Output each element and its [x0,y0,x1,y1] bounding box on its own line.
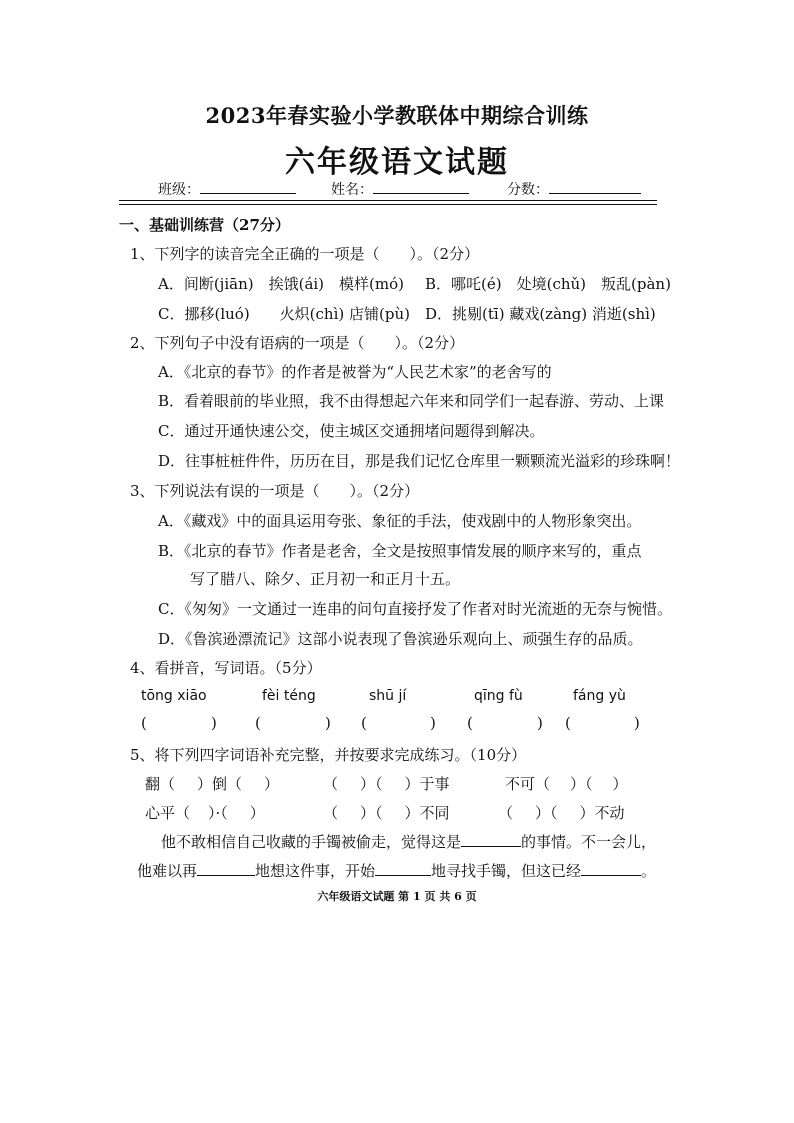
idiom-4[interactable] [145,802,265,823]
paren-open: ( [255,714,261,732]
exam-title: 2023年春实验小学教联体中期综合训练 [205,103,589,128]
header-rule-bottom [119,204,657,205]
paren-open: ( [467,714,473,732]
idiom-text: ） [249,804,265,822]
idiom-text: ）（ [535,804,558,822]
q2-option-c[interactable]: C．通过开通快速公交，使主城区交通拥堵问题得到解决。 [158,422,545,440]
paren-close: ) [211,714,217,732]
paren-close: ) [537,714,543,732]
passage-text: 他不敢相信自己收藏的手镯被偷走，觉得这是 [161,833,462,851]
name-field [331,179,469,199]
pinyin-4: qīng fù [474,688,523,704]
q2-option-a[interactable]: A．《北京的春节》的作者是被誉为“人民艺术家”的老舍写的 [158,363,552,381]
paren-open: ( [361,714,367,732]
paren-open: ( [141,714,147,732]
idiom-text: ）（ [570,775,593,793]
paren-close: ) [430,714,436,732]
q2-option-b[interactable]: B．看着眼前的毕业照，我不由得想起六年来和同学们一起春游、劳动、上课 [158,392,665,410]
idiom-text: ）于事 [404,775,450,793]
idiom-text: 心平（ [145,804,191,822]
q3-option-d[interactable]: D．《鲁滨逊漂流记》这部小说表现了鲁滨逊乐观向上、顽强生存的品质。 [158,630,643,648]
class-label: 班级： [158,182,200,198]
idiom-text: ）（ [360,775,383,793]
idiom-3[interactable] [505,773,628,794]
q4-stem: 4、看拼音，写词语。（5分） [130,659,322,677]
page-footer: 六年级语文试题 第 1 页 共 6 页 [317,890,477,903]
passage-text: 的事情。不一会儿， [521,833,657,851]
q3-option-a[interactable]: A．《藏戏》中的面具运用夸张、象征的手法，使戏剧中的人物形象突出。 [158,512,642,530]
q1-option-a[interactable]: A．间断(jiān) 挨饿(ái) 模样(mó) [158,275,404,293]
fill-blank-1[interactable] [461,832,521,847]
q1-option-c[interactable]: C．挪移(luó) 火炽(chì) 店铺(pù) [158,305,410,323]
idiom-text: ）不同 [404,804,450,822]
q5-stem: 5、将下列四字词语补充完整，并按要求完成练习。（10分） [130,746,527,764]
idiom-text: ）（ [360,804,383,822]
class-field [158,179,296,199]
idiom-text: ）不动 [579,804,625,822]
passage-text: 地寻找手镯，但这已经 [431,862,582,880]
paren-close: ) [325,714,331,732]
paren-close: ) [634,714,640,732]
q2-stem: 2、下列句子中没有语病的一项是（ ）。（2分） [130,334,465,352]
passage-text: 。 [641,862,657,880]
passage-text: 地想这件事，开始 [255,862,376,880]
fill-blank-2[interactable] [197,861,255,876]
idiom-2[interactable] [323,773,450,794]
idiom-text: （ [498,804,514,822]
idiom-1[interactable] [145,773,279,794]
idiom-text: 翻（ [145,775,176,793]
q3-stem: 3、下列说法有误的一项是（ ）。（2分） [130,482,420,500]
pinyin-5: fáng yù [573,688,626,704]
q3-option-b-continued: 写了腊八、除夕、正月初一和正月十五。 [190,570,461,588]
passage-line-1 [161,831,656,852]
idiom-text: （ [323,775,339,793]
pinyin-1: tōng xiāo [141,688,207,704]
idiom-5[interactable] [323,802,450,823]
q3-option-b[interactable]: B．《北京的春节》作者是老舍，全文是按照事情发展的顺序来写的，重点 [158,542,642,560]
paren-open: ( [565,714,571,732]
idiom-text: ）倒（ [197,775,243,793]
section-heading: 一、基础训练营（27分） [119,216,290,234]
q2-option-d[interactable]: D．往事桩桩件件，历历在目，那是我们记忆仓库里一颗颗流光溢彩的珍珠啊！ [158,452,681,470]
idiom-text: （ [323,804,339,822]
score-field [507,179,641,199]
idiom-text: ） [264,775,280,793]
name-label: 姓名： [331,182,373,198]
fill-blank-3[interactable] [375,861,431,876]
score-label: 分数： [507,182,549,198]
q1-option-d[interactable]: D．挑剔(tī) 藏戏(zàng) 消逝(shì) [425,305,656,323]
exam-subtitle: 六年级语文试题 [285,145,509,180]
passage-text: 他难以再 [137,862,198,880]
fill-blank-4[interactable] [581,861,641,876]
name-blank[interactable] [373,179,469,194]
idiom-text: ） [612,775,628,793]
q3-option-c[interactable]: C．《匆匆》一文通过一连串的问句直接抒发了作者对时光流逝的无奈与惋惜。 [158,600,672,618]
idiom-text: ）·（ [208,804,228,822]
idiom-6[interactable] [498,802,625,823]
passage-line-2 [137,860,656,881]
pinyin-3: shū jí [369,688,407,704]
pinyin-2: fèi téng [262,688,316,704]
idiom-text: 不可（ [505,775,551,793]
score-blank[interactable] [549,179,641,194]
q1-option-b[interactable]: B．哪吒(é) 处境(chǔ) 叛乱(pàn) [425,275,671,293]
header-rule-top [119,200,657,201]
q1-stem: 1、下列字的读音完全正确的一项是（ ）。（2分） [130,245,480,263]
class-blank[interactable] [200,179,296,194]
